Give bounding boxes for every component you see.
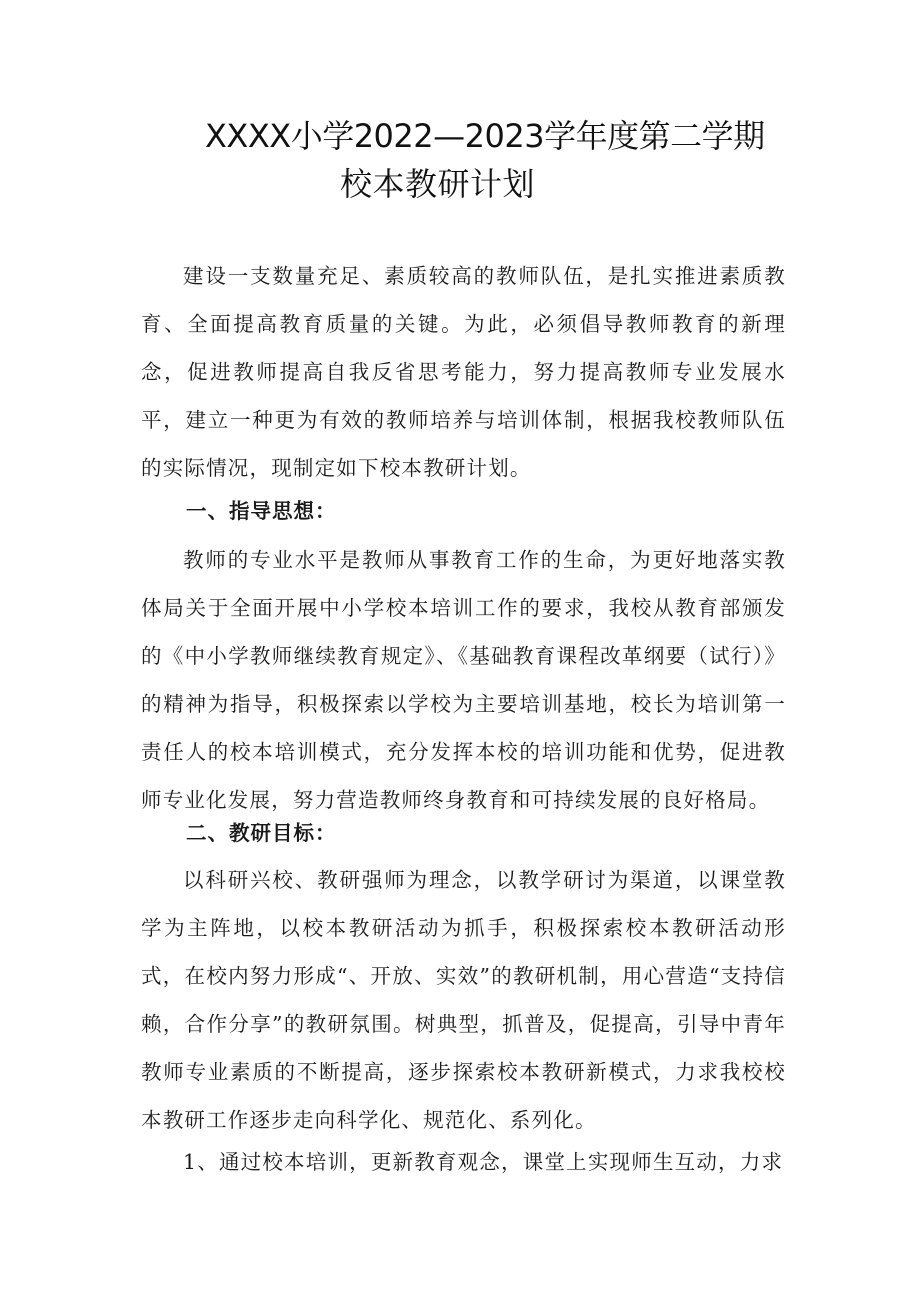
document-title-line-1: XXXX小学2022—2023学年度第二学期: [205, 117, 765, 155]
document-title-line-2: 校本教研计划: [340, 165, 536, 203]
guiding-ideology-paragraph: 教师的专业水平是教师从事教育工作的生命，为更好地落实教体局关于全面开展中小学校本培训工作的要求，我校从教育部颁发的《中小学教师继续教育规定》、《基础教育课程改革纲要（试行）》的精神为指导，积极探索以学校为主要培训基地，校长为培训第一责任人的校本培训模式，充分发挥本校的培训功能和优势，促进教师专业化发展，努力营造教师终身教育和可持续发展的良好格局。: [141, 548, 786, 812]
section-heading-guiding-ideology: 一、指导思想：: [186, 499, 337, 523]
intro-paragraph: 建设一支数量充足、素质较高的教师队伍，是扎实推进素质教育、全面提高教育质量的关键。为此，必须倡导教师教育的新理念，促进教师提高自我反省思考能力，努力提高教师专业发展水平，建立一种更为有效的教师培养与培训体制，根据我校教师队伍的实际情况，现制定如下校本教研计划。: [141, 264, 786, 480]
goal-item-1: 1、通过校本培训，更新教育观念，课堂上实现师生互动，力求: [183, 1150, 784, 1174]
section-heading-research-goals: 二、教研目标：: [186, 821, 337, 845]
research-goals-paragraph: 以科研兴校、教研强师为理念，以教学研讨为渠道，以课堂教学为主阵地，以校本教研活动为抓手，积极探索校本教研活动形式，在校内努力形成“、开放、实效”的教研机制，用心营造“支持信赖，合作分享”的教研氛围。树典型，抓普及，促提高，引导中青年教师专业素质的不断提高，逐步探索校本教研新模式，力求我校校本教研工作逐步走向科学化、规范化、系列化。: [141, 868, 786, 1132]
